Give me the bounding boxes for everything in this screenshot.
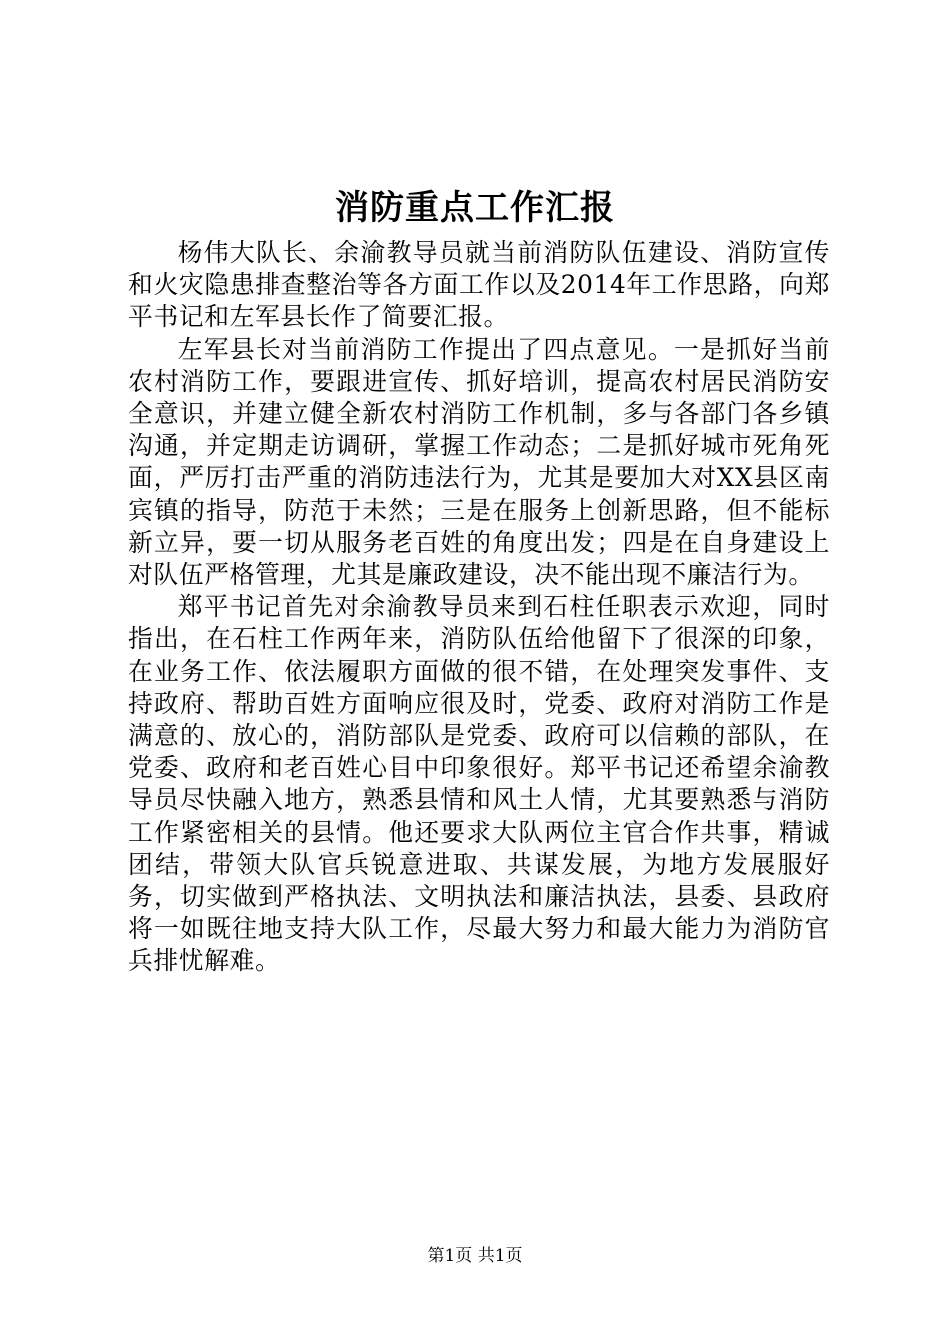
page-title: 消防重点工作汇报 — [335, 188, 615, 228]
paragraph-1: 杨伟大队长、余渝教导员就当前消防队伍建设、消防宣传和火灾隐患排查整治等各方面工作以及2014年工作思路，向郑平书记和左军县长作了简要汇报。 — [128, 238, 830, 332]
paragraph-3: 郑平书记首先对余渝教导员来到石柱任职表示欢迎，同时指出，在石柱工作两年来，消防队伍给他留下了很深的印象，在业务工作、依法履职方面做的很不错，在处理突发事件、支持政府、帮助百姓方面响应很及时，党委、政府对消防工作是满意的、放心的，消防部队是党委、政府可以信赖的部队，在党委、政府和老百姓心目中印象很好。郑平书记还希望余渝教导员尽快融入地方，熟悉县情和风土人情，尤其要熟悉与消防工作紧密相关的县情。他还要求大队两位主官合作共事，精诚团结，带领大队官兵锐意进取、共谋发展，为地方发展服好务，切实做到严格执法、文明执法和廉洁执法，县委、县政府将一如既往地支持大队工作，尽最大努力和最大能力为消防官兵排忧解难。 — [128, 592, 830, 976]
paragraph-2: 左军县长对当前消防工作提出了四点意见。一是抓好当前农村消防工作，要跟进宣传、抓好培训，提高农村居民消防安全意识，并建立健全新农村消防工作机制，多与各部门各乡镇沟通，并定期走访调研，掌握工作动态；二是抓好城市死角死面，严厉打击严重的消防违法行为，尤其是要加大对XX县区南宾镇的指导，防范于未然；三是在服务上创新思路，但不能标新立异，要一切从服务老百姓的角度出发；四是在自身建设上对队伍严格管理，尤其是廉政建设，决不能出现不廉洁行为。 — [128, 334, 830, 590]
page-footer: 第1页 共1页 — [427, 1246, 523, 1266]
document-body — [128, 237, 830, 978]
